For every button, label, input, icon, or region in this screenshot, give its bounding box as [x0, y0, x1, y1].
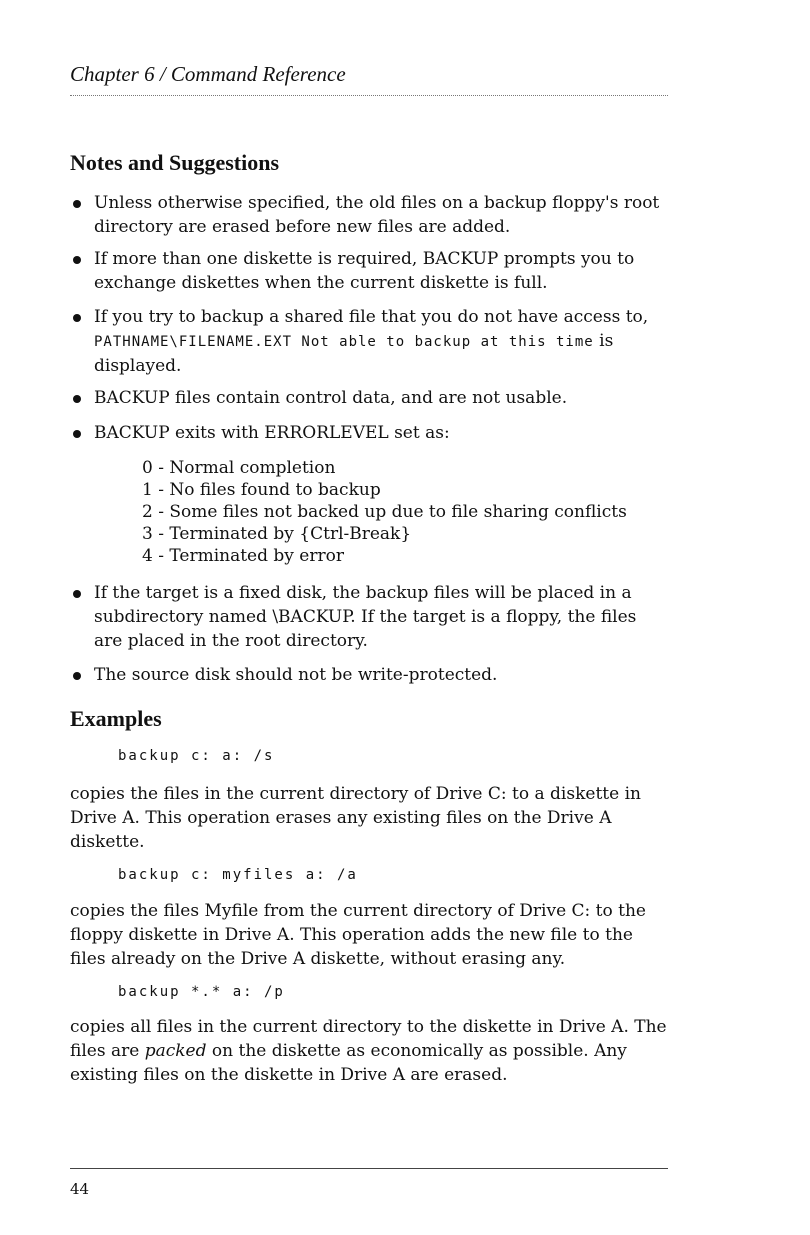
error-message-code: PATHNAME\FILENAME.EXT Not able to backup at this time	[94, 334, 594, 350]
page-number: 44	[70, 1180, 90, 1198]
note-item	[70, 663, 670, 687]
errorlevel-item: 4 - Terminated by error	[142, 546, 344, 566]
bullet-icon	[73, 256, 81, 264]
bullet-icon	[73, 200, 81, 208]
note-text-part: If you try to backup a shared file that you do not have access to,	[94, 307, 649, 327]
bullet-icon	[73, 430, 81, 438]
example-command: backup c: a: /s	[118, 748, 275, 764]
note-text: BACKUP files contain control data, and are not usable.	[94, 388, 568, 408]
note-item	[70, 191, 670, 239]
example-command: backup *.* a: /p	[118, 984, 285, 1000]
note-item	[70, 305, 670, 378]
running-header: Chapter 6 / Command Reference	[70, 62, 346, 86]
note-text-part: is displayed.	[94, 331, 614, 376]
note-text	[94, 305, 670, 378]
note-item	[70, 421, 670, 445]
example-command: backup c: myfiles a: /a	[118, 867, 358, 883]
errorlevel-item: 0 - Normal completion	[142, 458, 336, 478]
notes-heading: Notes and Suggestions	[70, 150, 280, 175]
footer-rule	[70, 1168, 668, 1169]
note-text: Unless otherwise specified, the old files on a backup floppy's root directory are erased before new files are added.	[94, 193, 660, 237]
bullet-icon	[73, 314, 81, 322]
bullet-icon	[73, 672, 81, 680]
errorlevel-item: 2 - Some files not backed up due to file sharing conflicts	[142, 502, 627, 522]
note-text: If more than one diskette is required, BACKUP prompts you to exchange diskettes when the current diskette is full.	[94, 249, 635, 293]
note-item	[70, 247, 670, 295]
example-text-part: on the diskette as economically as possible. Any existing files on the diskette in Drive A are erased.	[70, 1041, 627, 1085]
errorlevel-item: 1 - No files found to backup	[142, 480, 381, 500]
example-description: copies the files Myfile from the current directory of Drive C: to the floppy diskette in Drive A. This operation adds the new file to the files already on the Drive A diskette, without erasing any.	[70, 901, 646, 969]
example-text-part: copies all files in the current directory to the diskette in Drive A. The files are	[70, 1017, 667, 1061]
note-item	[70, 581, 670, 653]
emphasis-text: packed	[144, 1041, 207, 1061]
header-rule	[70, 95, 668, 96]
note-item	[70, 386, 670, 410]
example-description: copies the files in the current directory of Drive C: to a diskette in Drive A. This operation erases any existing files on the Drive A diskette.	[70, 784, 641, 852]
examples-heading: Examples	[70, 706, 162, 731]
bullet-icon	[73, 590, 81, 598]
note-text: If the target is a fixed disk, the backup files will be placed in a subdirectory named \BACKUP. If the target is a floppy, the files are placed in the root directory.	[94, 583, 637, 651]
example-description	[70, 1015, 670, 1087]
errorlevel-list	[142, 457, 627, 567]
errorlevel-item: 3 - Terminated by {Ctrl-Break}	[142, 524, 412, 544]
bullet-icon	[73, 395, 81, 403]
note-text: BACKUP exits with ERRORLEVEL set as:	[94, 423, 450, 443]
note-text: The source disk should not be write-protected.	[94, 665, 498, 685]
